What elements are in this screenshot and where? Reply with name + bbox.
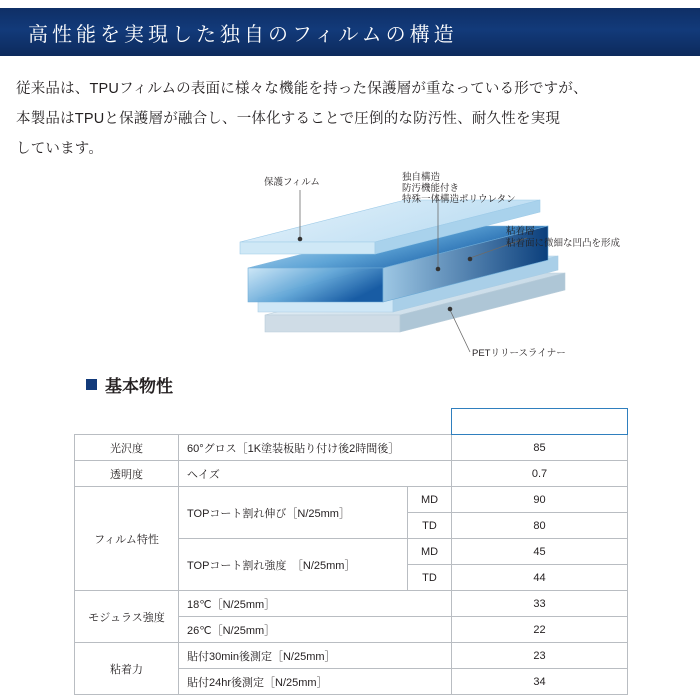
label-unique-structure-1: 独自構造 [402, 172, 441, 183]
label-pet-liner: PETリリースライナー [472, 348, 566, 359]
cell-item: 26℃［N/25mm］ [179, 617, 452, 643]
intro-line-3: しています。 [16, 141, 104, 157]
section-heading [86, 372, 173, 397]
table-row [75, 643, 628, 669]
cell-value: 44 [452, 565, 628, 591]
table-header-blank [75, 409, 452, 435]
cell-direction: TD [408, 513, 452, 539]
table-row [75, 591, 628, 617]
cell-value: 90 [452, 487, 628, 513]
table-header-row [75, 409, 628, 435]
film-structure-diagram [0, 160, 700, 370]
cell-value: 34 [452, 669, 628, 695]
cell-item: 60°グロス［1K塗装板貼り付け後2時間後］ [179, 435, 452, 461]
cell-direction: TD [408, 565, 452, 591]
cell-item: TOPコート割れ伸び［N/25mm］ [179, 487, 408, 539]
intro-line-2: 本製品はTPUと保護層が融合し、一体化することで圧倒的な防汚性、耐久性を実現 [16, 111, 561, 127]
label-adhesive-2: 粘着面に微細な凹凸を形成 [506, 238, 621, 249]
square-marker-icon [86, 379, 97, 390]
cell-direction: MD [408, 539, 452, 565]
label-unique-structure-3: 特殊一体構造ポリウレタン [402, 194, 516, 205]
page-title: 高性能を実現した独自のフィルムの構造 [28, 23, 458, 46]
cell-value: 33 [452, 591, 628, 617]
cell-item: 18℃［N/25mm］ [179, 591, 452, 617]
section-heading-label: 基本物性 [105, 377, 173, 396]
table-header-product: ECHELON Headlight PPF [452, 409, 628, 435]
table-row [75, 435, 628, 461]
cell-category: フィルム特性 [75, 487, 179, 591]
cell-value: 23 [452, 643, 628, 669]
cell-category: 粘着力 [75, 643, 179, 695]
table-row [75, 461, 628, 487]
cell-category: モジュラス強度 [75, 591, 179, 643]
label-protective-film: 保護フィルム [264, 177, 320, 188]
basic-properties-table [74, 408, 628, 695]
cell-value: 0.7 [452, 461, 628, 487]
cell-value: 80 [452, 513, 628, 539]
cell-value: 85 [452, 435, 628, 461]
intro-line-1: 従来品は、TPUフィルムの表面に様々な機能を持った保護層が重なっている形ですが、 [16, 81, 588, 97]
table-row [75, 487, 628, 513]
intro-paragraph [16, 74, 684, 164]
cell-item: 貼付30min後測定［N/25mm］ [179, 643, 452, 669]
cell-direction: MD [408, 487, 452, 513]
cell-value: 22 [452, 617, 628, 643]
cell-item: 貼付24hr後測定［N/25mm］ [179, 669, 452, 695]
cell-value: 45 [452, 539, 628, 565]
label-adhesive-1: 粘着層 [506, 226, 535, 237]
cell-item: ヘイズ [179, 461, 452, 487]
cell-item: TOPコート割れ強度 ［N/25mm］ [179, 539, 408, 591]
page-header-banner [0, 8, 700, 56]
cell-category: 光沢度 [75, 435, 179, 461]
cell-category: 透明度 [75, 461, 179, 487]
label-unique-structure-2: 防汚機能付き [402, 183, 460, 194]
